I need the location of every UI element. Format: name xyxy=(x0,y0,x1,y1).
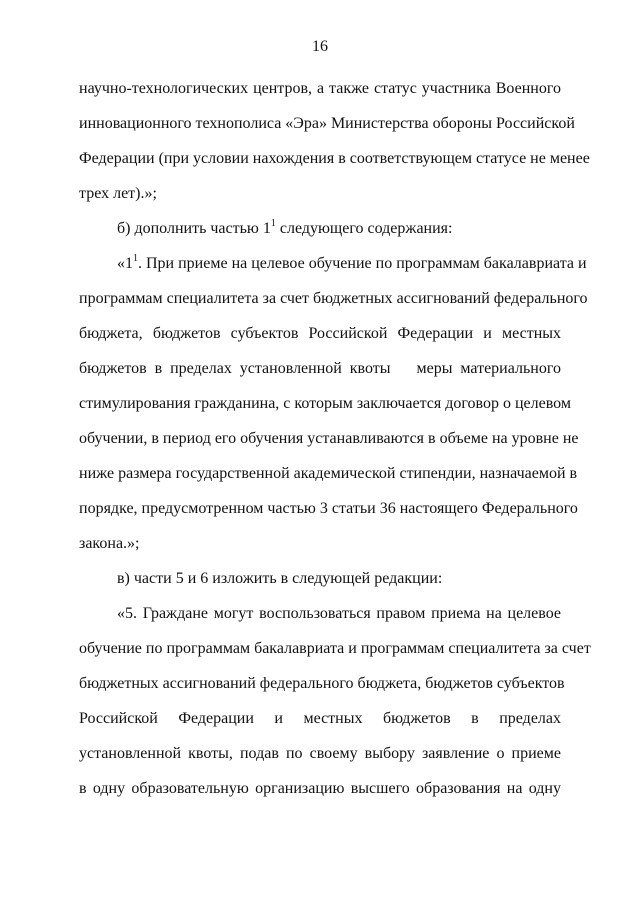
paragraph-line: программам специалитета за счет бюджетных ассигнований федерального xyxy=(79,290,588,307)
paragraph-line: «5. Граждане могут воспользоваться правом приема на целевое xyxy=(117,605,561,622)
text-run: б) дополнить частью 1 xyxy=(117,220,271,237)
paragraph-line xyxy=(79,359,561,379)
superscript: 1 xyxy=(270,218,276,229)
paragraph-line: бюджетных ассигнований федерального бюджета, бюджетов субъектов xyxy=(79,675,565,692)
paragraph-line xyxy=(117,219,561,239)
paragraph-line: Российской Федерации и местных бюджетов в пределах xyxy=(79,710,561,727)
page-number: 16 xyxy=(312,38,328,55)
paragraph-line: инновационного технополиса «Эра» Министерства обороны Российской xyxy=(79,115,575,132)
paragraph-line: бюджета, бюджетов субъектов Российской Федерации и местных xyxy=(79,325,561,342)
text-run: следующего содержания: xyxy=(275,220,453,237)
paragraph-line: научно-технологических центров, а также статус участника Военного xyxy=(79,80,561,97)
paragraph-line: обучении, в период его обучения устанавливаются в объеме на уровне не xyxy=(79,430,579,447)
paragraph-line: в одну образовательную организацию высшего образования на одну xyxy=(79,780,561,797)
paragraph-line xyxy=(117,253,587,274)
paragraph-line: стимулирования гражданина, с которым заключается договор о целевом xyxy=(79,395,571,412)
paragraph-line: ниже размера государственной академической стипендии, назначаемой в xyxy=(79,465,578,482)
paragraph-line: обучение по программам бакалавриата и программам специалитета за счет xyxy=(79,640,591,657)
paragraph-line: порядке, предусмотренном частью 3 статьи 36 настоящего Федерального xyxy=(79,500,578,517)
paragraph-line: установленной квоты, подав по своему выбору заявление о приеме xyxy=(79,745,561,762)
paragraph-line: Федерации (при условии нахождения в соответствующем статусе не менее xyxy=(79,150,590,167)
text-run: «1 xyxy=(117,255,133,272)
text-run: меры материального xyxy=(416,360,561,377)
paragraph-line: в) части 5 и 6 изложить в следующей редакции: xyxy=(117,570,443,587)
paragraph-line: закона.»; xyxy=(79,535,140,552)
text-run: бюджетов в пределах установленной квоты xyxy=(79,360,391,377)
text-run: . При приеме на целевое обучение по программам бакалавриата и xyxy=(138,255,587,272)
paragraph-line: трех лет).»; xyxy=(79,185,157,202)
superscript: 1 xyxy=(133,253,138,264)
